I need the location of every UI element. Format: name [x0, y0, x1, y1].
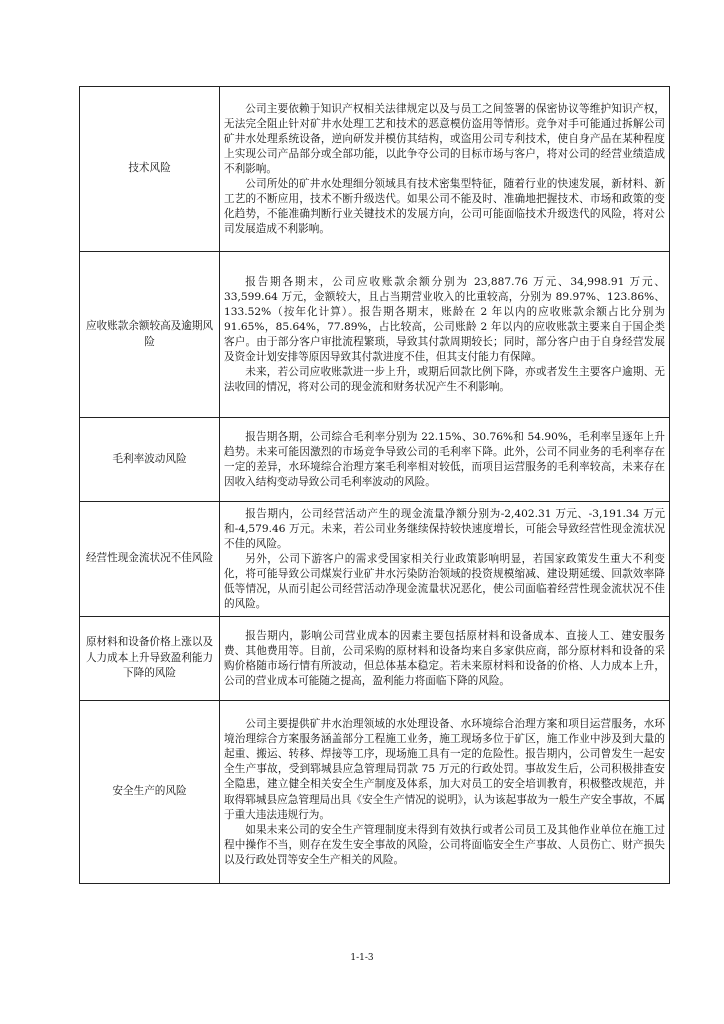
- table-row: [80, 418, 670, 502]
- paragraph: 报告期内，影响公司营业成本的因素主要包括原材料和设备成本、直接人工、建安服务费、其他费用等。目前，公司采购的原材料和设备均来自多家供应商，部分原材料和设备的采购价格随市场行情有所波动，但总体基本稳定。若未来原材料和设备的价格、人力成本上升，公司的营业成本可能随之提高，盈利能力将面临下降的风险。: [224, 629, 665, 688]
- paragraph: 公司所处的矿井水处理细分领域具有技术密集型特征，随着行业的快速发展，新材料、新工艺的不断应用，技术不断升级迭代。如果公司不能及时、准确地把握技术、市场和政策的变化趋势，不能准确判断行业关键技术的发展方向，公司可能面临技术升级迭代的风险，将对公司发展造成不利影响。: [224, 178, 665, 236]
- page-number: 1-1-3: [350, 953, 374, 963]
- risk-description: [220, 87, 670, 252]
- risk-description: [220, 252, 670, 418]
- risk-description: [220, 701, 670, 884]
- paragraph: 报告期各期末，公司应收账款余额分别为 23,887.76 万元、34,998.91 万元、33,599.64 万元，金额较大，且占当期营业收入的比重较高，分别为 89.97%、123.86%、133.52%（按年化计算）。报告期各期末，账龄在 2 年以内的应收账款余额占比分别为 91.65%，85.64%，77.89%，占比较高，公司账龄 2 年以内的应收账款主要来自于国企类客户。由于部分客户审批流程繁琐，导致其付款周期较长；同时，部分客户由于自身经营发展及资金计划安排等原因导致其付款进度不佳，但其支付能力有保障。: [224, 275, 665, 364]
- paragraph: 公司主要提供矿井水治理领域的水处理设备、水环境综合治理方案和项目运营服务，水环境治理综合方案服务涵盖部分工程施工业务，施工现场多位于矿区，施工作业中涉及到大量的起重、搬运、转移、焊接等工序，现场施工具有一定的危险性。报告期内，公司曾发生一起安全生产事故，受到郓城县应急管理局罚款 75 万元的行政处罚。事故发生后，公司积极排查安全隐患，建立健全相关安全生产制度及体系，加大对员工的安全培训教育，积极整改规范，并取得郓城县应急管理局出具《安全生产情况的说明》，认为该起事故为一般生产安全事故，不属于重大违法违规行为。: [224, 718, 665, 821]
- paragraph: 公司主要依赖于知识产权相关法律规定以及与员工之间签署的保密协议等维护知识产权，无法完全阻止针对矿井水处理工艺和技术的恶意模仿盗用等情形。竞争对手可能通过拆解公司矿井水处理系统设备，逆向研发并模仿其结构，或盗用公司专利技术，使自身产品在某种程度上实现公司产品部分或全部功能，以此争夺公司的目标市场与客户，将对公司的经营业绩造成不利影响。: [224, 102, 665, 175]
- risk-title: 安全生产的风险: [80, 701, 220, 884]
- risk-description: [220, 502, 670, 617]
- risk-title: 技术风险: [80, 87, 220, 252]
- table-row: [80, 252, 670, 418]
- risk-title: 原材料和设备价格上涨以及人力成本上升导致盈利能力下降的风险: [80, 617, 220, 701]
- paragraph: 如果未来公司的安全生产管理制度未得到有效执行或者公司员工及其他作业单位在施工过程中操作不当，则存在发生安全事故的风险，公司将面临安全生产事故、人员伤亡、财产损失以及行政处罚等安全生产相关的风险。: [224, 823, 665, 866]
- risk-title: 应收账款余额较高及逾期风险: [80, 252, 220, 418]
- risk-title: 经营性现金流状况不佳风险: [80, 502, 220, 617]
- risk-description: [220, 617, 670, 701]
- risk-factors-table: [79, 86, 670, 884]
- table-row: [80, 617, 670, 701]
- paragraph: 报告期内，公司经营活动产生的现金流量净额分别为-2,402.31 万元、-3,191.34 万元和-4,579.46 万元。未来，若公司业务继续保持较快速度增长，可能会导致经营性现金流状况不佳的风险。: [224, 507, 665, 550]
- table-row: [80, 87, 670, 252]
- risk-title: 毛利率波动风险: [80, 418, 220, 502]
- table-row: [80, 502, 670, 617]
- paragraph: 未来，若公司应收账款进一步上升，或期后回款比例下降，亦或者发生主要客户逾期、无法收回的情况，将对公司的现金流和财务状况产生不利影响。: [224, 366, 665, 394]
- paragraph: 报告期各期，公司综合毛利率分别为 22.15%、30.76%和 54.90%，毛利率呈逐年上升趋势。未来可能因激烈的市场竞争导致公司的毛利率下降。此外，公司不同业务的毛利率存在一定的差异，水环境综合治理方案毛利率相对较低，而项目运营服务的毛利率较高，未来存在因收入结构变动导致公司毛利率波动的风险。: [224, 430, 665, 489]
- table-row: [80, 701, 670, 884]
- risk-description: [220, 418, 670, 502]
- paragraph: 另外，公司下游客户的需求受国家相关行业政策影响明显，若国家政策发生重大不利变化，将可能导致公司煤炭行业矿井水污染防治领域的投资规模缩减、建设期延缓、回款效率降低等情况，从而引起公司经营活动净现金流量状况恶化，使公司面临着经营性现金流状况不佳的风险。: [224, 552, 665, 611]
